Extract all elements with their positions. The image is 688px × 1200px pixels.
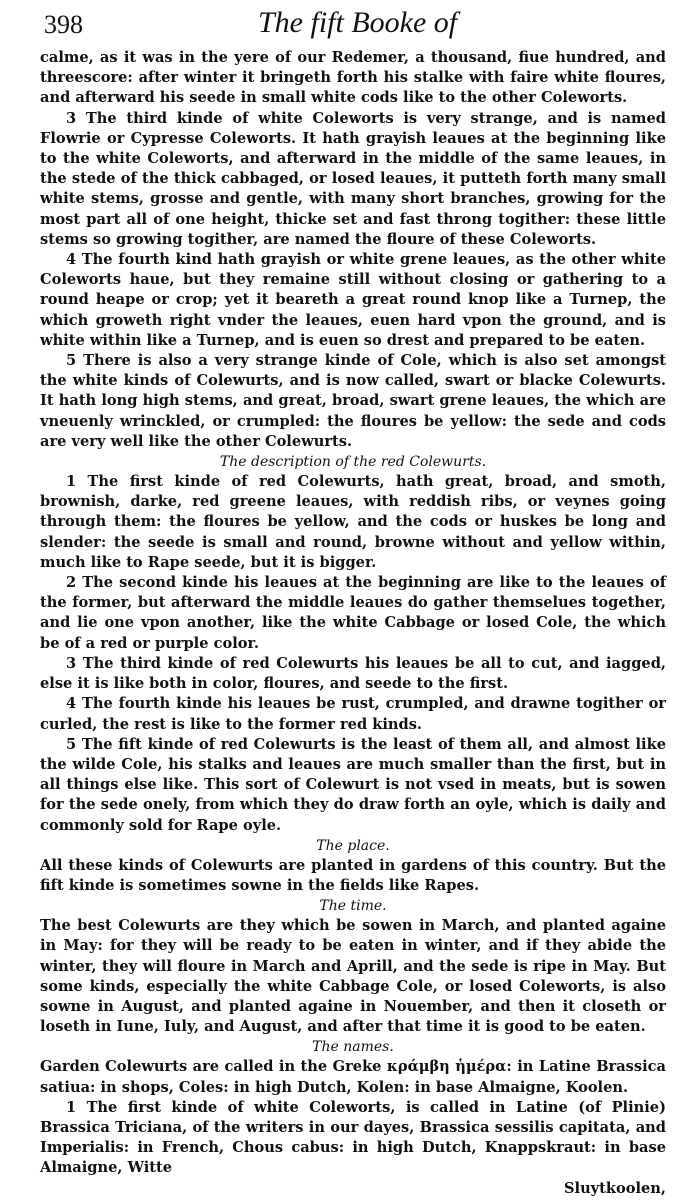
body-paragraph: 4 The fourth kinde his leaues be rust, crumpled, and drawne togither or curled, the rest is like to the former red kinds. bbox=[40, 695, 666, 733]
page-number: 398 bbox=[44, 10, 83, 39]
catchword: Sluytkoolen, bbox=[563, 1179, 666, 1197]
page-header bbox=[40, 4, 666, 48]
body-paragraph: calme, as it was in the yere of our Redemer, a thousand, fiue hundred, and threescore: after winter it bringeth forth his stalke with faire white floures, and afterward his seede in small white cods like to the other Coleworts. bbox=[40, 49, 666, 107]
body-paragraph: 1 The first kinde of red Colewurts, hath great, broad, and smoth, brownish, darke, red greene leaues, with reddish ribs, or veynes going through them: the floures be yellow, and the cods or huskes be long and slender: the seede is small and round, browne without and yellow within, much like to Rape seede, but it is bigger. bbox=[40, 473, 666, 571]
section-heading: The place. bbox=[316, 837, 390, 854]
body-paragraph: 5 The fift kinde of red Colewurts is the least of them all, and almost like the wilde Cole, his stalks and leaues are much smaller than the first, but in all things else like. This sort of Colewurt is not vsed in meats, but is sowen for the sede onely, from which they do draw forth an oyle, which is daily and commonly sold for Rape oyle. bbox=[40, 735, 666, 834]
body-paragraph: 3 The third kinde of red Colewurts his leaues be all to cut, and iagged, else it is like both in color, floures, and seede to the first. bbox=[40, 654, 666, 693]
page-body-text bbox=[40, 48, 666, 1199]
body-paragraph: 5 There is also a very strange kinde of Cole, which is also set amongst the white kinds of Colewurts, and is now called, swart or blacke Colewurts. It hath long high stems, and great, broad, swart grene leaues, the which are vneuenly wrinckled, or crumpled: the floures be yellow: the sede and cods are very well like the other Colewurts. bbox=[40, 352, 666, 450]
body-paragraph: All these kinds of Colewurts are planted in gardens of this country. But the fift kinde is sometimes sowne in the fields like Rapes. bbox=[40, 856, 666, 894]
body-paragraph: 3 The third kinde of white Coleworts is very strange, and is named Flowrie or Cypresse Coleworts. It hath grayish leaues at the beginning like to the white Coleworts, and afterward in the middle of the same leaues, in the stede of the thick cabbaged, or losed leaues, it putteth forth many small white stems, grosse and gentle, with many short branches, growing for the most part all of one height, thicke set and fast throng togither: these little stems so growing togither, are named the floure of these Coleworts. bbox=[40, 109, 666, 248]
body-paragraph: The best Colewurts are they which be sowen in March, and planted againe in May: for they will be ready to be eaten in winter, and if they abide the winter, they will floure in March and Aprill, and the sede is ripe in May. But some kinds, especially the white Cabbage Cole, or losed Coleworts, is also sowne in August, and planted againe in Nouember, and then it closeth or loseth in Iune, Iuly, and August, and after that time it is good to be eaten. bbox=[40, 917, 666, 1036]
running-head: The fift Booke of bbox=[258, 6, 458, 39]
body-paragraph: 4 The fourth kind hath grayish or white grene leaues, as the other white Coleworts haue, but they remaine still without closing or gathering to a round heape or crop; yet it beareth a great round knop like a Turnep, the which groweth right vnder the leaues, euen hard vpon the ground, and is white within like a Turnep, and is euen so drest and prepared to be eaten. bbox=[40, 251, 666, 349]
section-heading: The description of the red Colewurts. bbox=[219, 454, 487, 471]
body-paragraph: Garden Colewurts are called in the Greke κράμβη ἡμέρα: in Latine Brassica satiua: in shops, Coles: in high Dutch, Kolen: in base Almaigne, Koolen. bbox=[40, 1058, 666, 1096]
body-paragraph: 1 The first kinde of white Coleworts, is called in Latine (of Plinie) Brassica Triciana, of the writers in our dayes, Brassica sessilis capitata, and Imperialis: in French, Chous cabus: in high Dutch, Knappskraut: in base Almaigne, Witte bbox=[40, 1098, 666, 1177]
section-heading: The time. bbox=[319, 898, 387, 915]
section-heading: The names. bbox=[312, 1039, 394, 1056]
body-paragraph: 2 The second kinde his leaues at the beginning are like to the leaues of the former, but afterward the middle leaues do gather themselues together, and lie one vpon another, like the white Cabbage or losed Cole, the which be of a red or purple color. bbox=[40, 574, 666, 652]
